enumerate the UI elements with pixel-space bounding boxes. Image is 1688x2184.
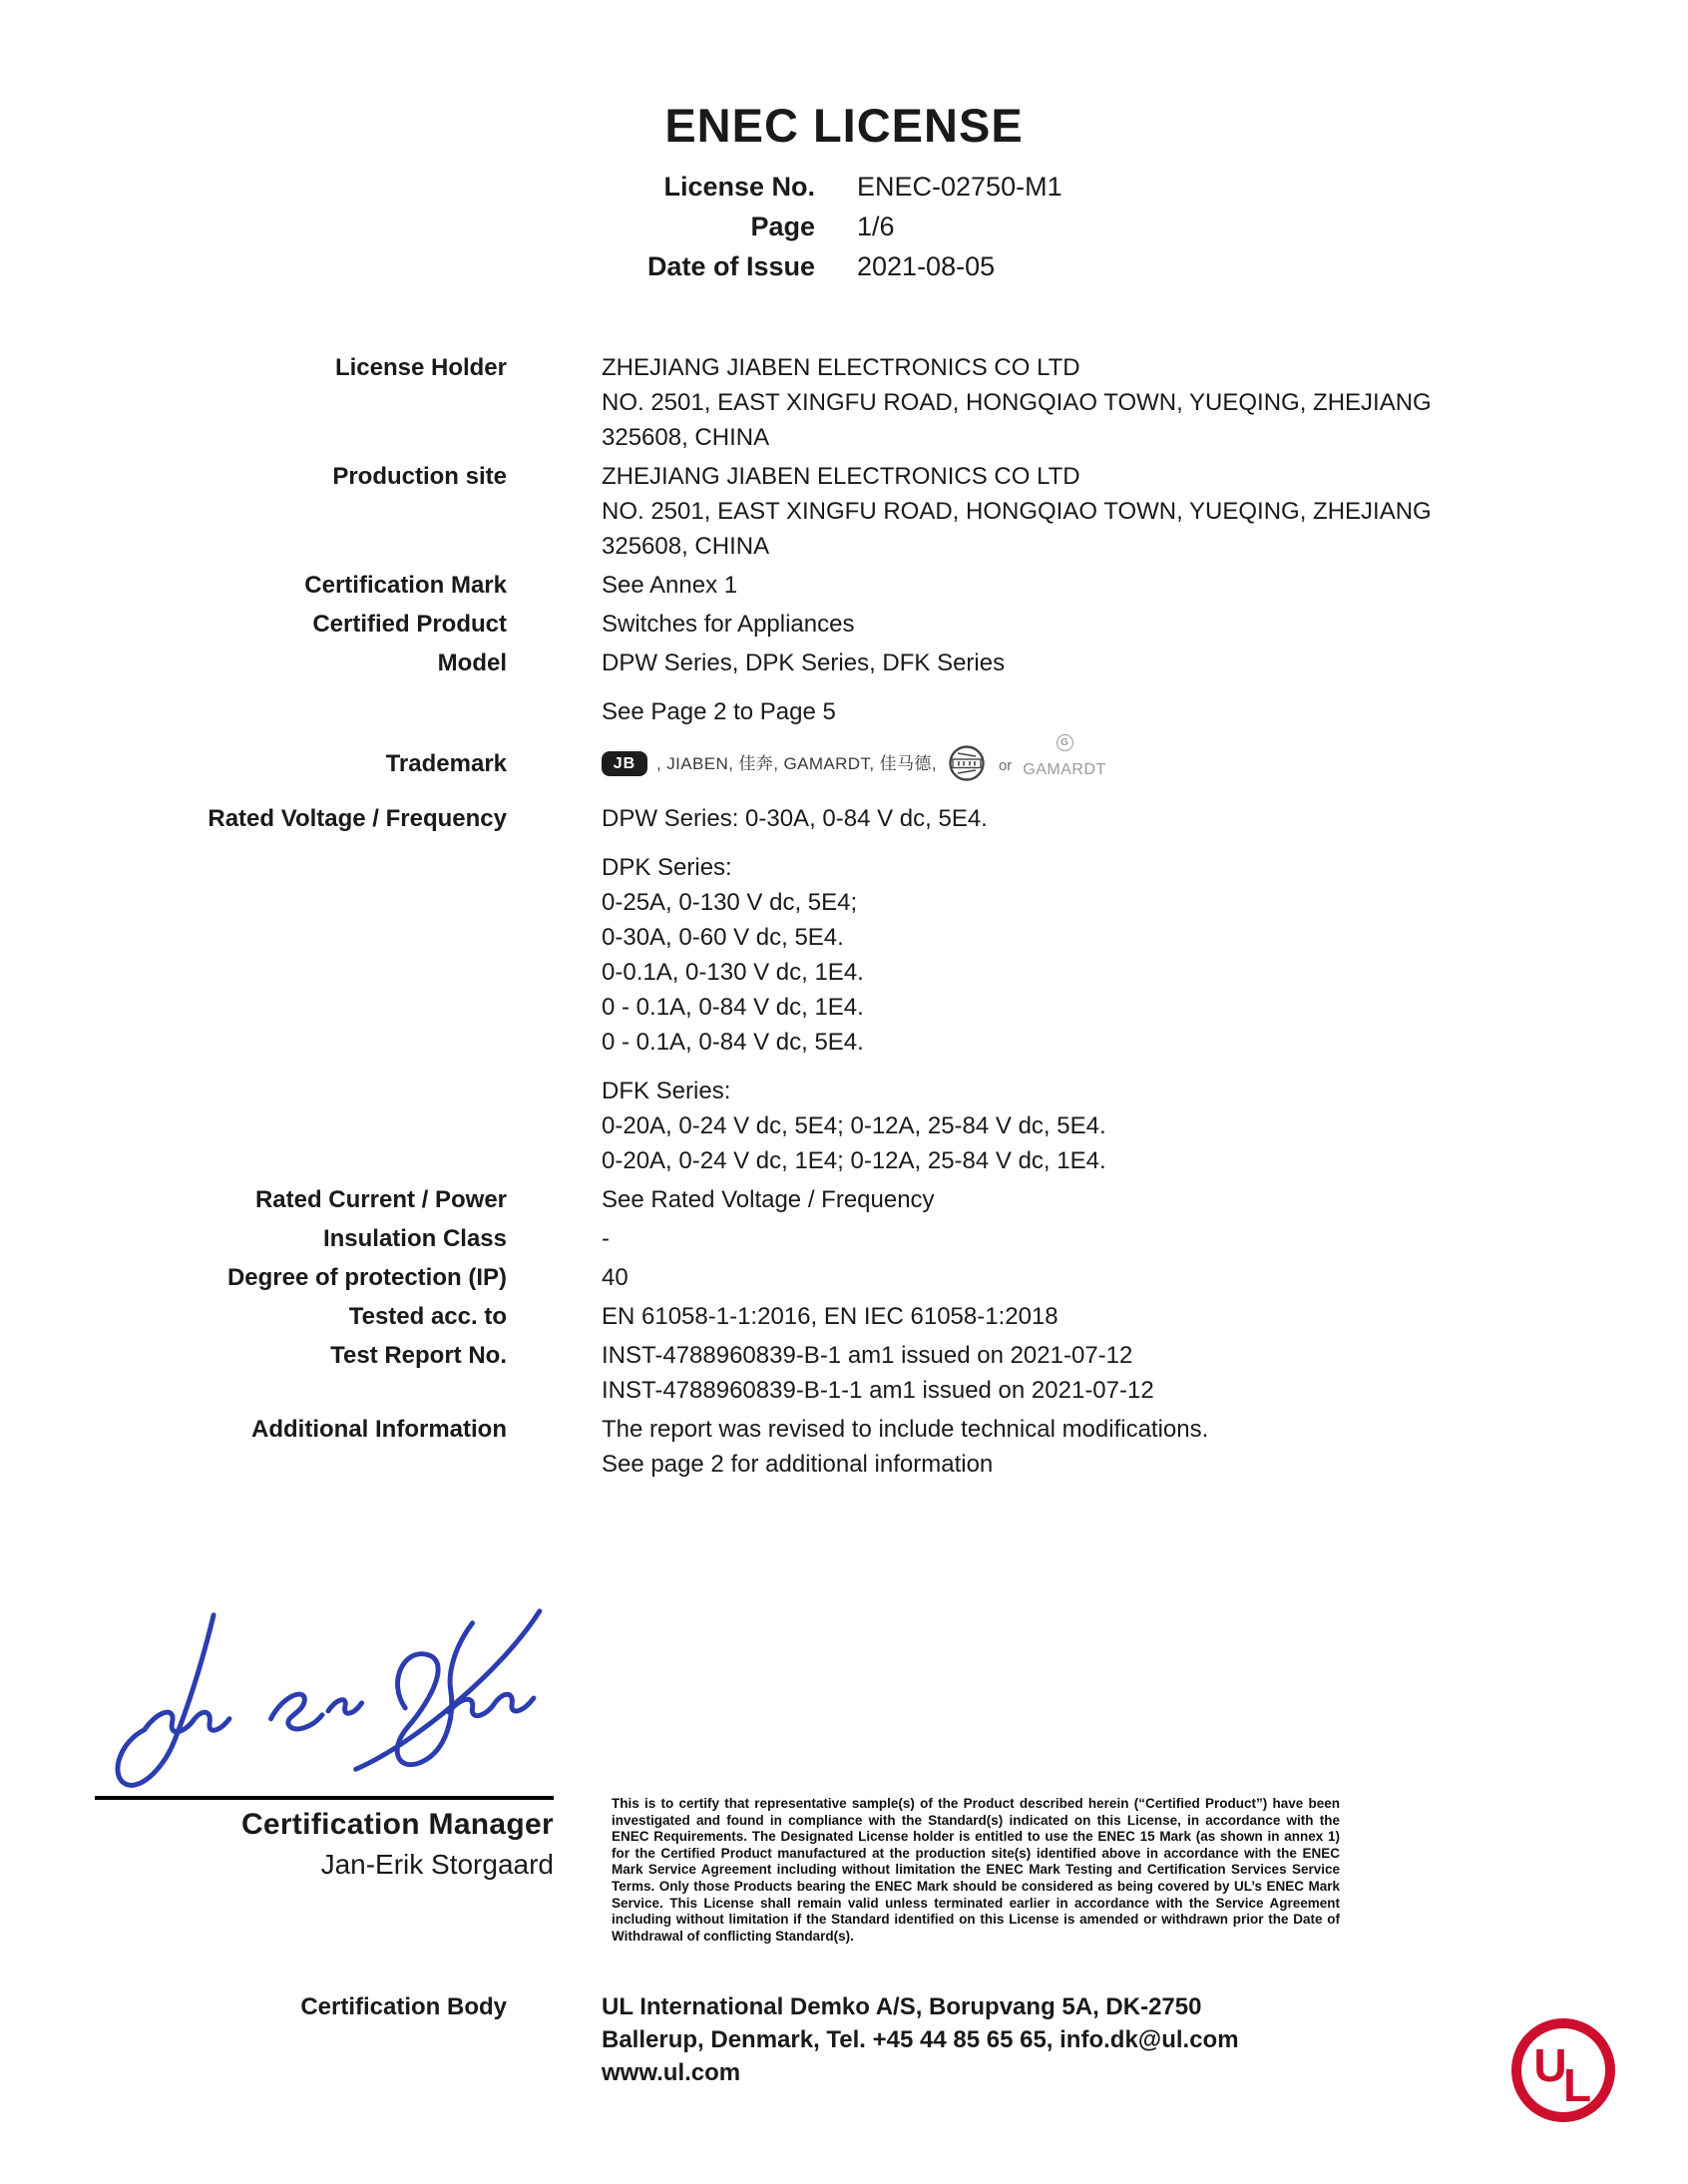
- field-value: [602, 1412, 1208, 1482]
- field-row: [0, 459, 1688, 564]
- header-row-date-of-issue: [0, 246, 1688, 286]
- certification-body-row: [0, 1990, 1688, 2089]
- value-line: 0 - 0.1A, 0-84 V dc, 1E4.: [602, 994, 864, 1021]
- field-label: Rated Voltage / Frequency: [208, 805, 507, 832]
- value-line: 0-20A, 0-24 V dc, 1E4; 0-12A, 25-84 V dc, 1E4.: [602, 1147, 1106, 1174]
- field-label: Rated Current / Power: [254, 1186, 507, 1213]
- field-row: [0, 568, 1688, 603]
- signature-line: [95, 1796, 554, 1800]
- certification-body-line: Ballerup, Denmark, Tel. +45 44 85 65 65, info.dk@ul.com: [602, 2026, 1239, 2054]
- value-paragraph: [602, 801, 1106, 836]
- value-line: NO. 2501, EAST XINGFU ROAD, HONGQIAO TOWN, YUEQING, ZHEJIANG: [602, 389, 1432, 416]
- value-line: 0 - 0.1A, 0-84 V dc, 5E4.: [602, 1029, 864, 1056]
- value-paragraph: [602, 1299, 1058, 1334]
- value-line: INST-4788960839-B-1-1 am1 issued on 2021-07-12: [602, 1377, 1154, 1404]
- value-paragraph: [602, 1412, 1208, 1482]
- value-line: NO. 2501, EAST XINGFU ROAD, HONGQIAO TOWN, YUEQING, ZHEJIANG: [602, 498, 1432, 525]
- signature-block: [95, 1593, 554, 1881]
- value-line: 325608, CHINA: [602, 424, 770, 451]
- jb-badge-logo: JB: [602, 751, 647, 776]
- certification-body-value: [602, 1990, 1239, 2089]
- value-line: 0-20A, 0-24 V dc, 5E4; 0-12A, 25-84 V dc, 5E4.: [602, 1112, 1106, 1139]
- value-line: EN 61058-1-1:2016, EN IEC 61058-1:2018: [602, 1303, 1058, 1330]
- value-paragraph: [602, 607, 854, 642]
- value-paragraph: [602, 1338, 1154, 1408]
- field-row: [0, 607, 1688, 642]
- value-line: 325608, CHINA: [602, 533, 770, 560]
- value-line: ZHEJIANG JIABEN ELECTRONICS CO LTD: [602, 354, 1080, 381]
- field-row: [0, 1338, 1688, 1408]
- round-emblem-logo: [946, 742, 988, 784]
- value-paragraph: [602, 850, 1106, 1060]
- value-paragraph: [602, 350, 1432, 455]
- value-line: DPW Series: 0-30A, 0-84 V dc, 5E4.: [602, 805, 988, 832]
- field-label: Certified Product: [312, 611, 507, 638]
- field-value: [602, 1182, 935, 1217]
- value-line: See Annex 1: [602, 572, 738, 599]
- value-line: 0-30A, 0-60 V dc, 5E4.: [602, 924, 844, 951]
- field-row: [0, 350, 1688, 455]
- gamardt-wordmark: GAMARDT: [1023, 760, 1106, 778]
- license-no-label: License No.: [663, 172, 815, 202]
- field-label: Tested acc. to: [348, 1303, 507, 1330]
- field-value: [602, 459, 1432, 564]
- field-row: [0, 1221, 1688, 1256]
- value-paragraph: [602, 1182, 935, 1217]
- value-line: -: [602, 1225, 610, 1252]
- value-line: INST-4788960839-B-1 am1 issued on 2021-07-12: [602, 1342, 1133, 1369]
- value-paragraph: [602, 694, 1005, 729]
- field-value: [602, 350, 1432, 455]
- value-line: DPK Series:: [602, 854, 732, 881]
- value-line: 0-0.1A, 0-130 V dc, 1E4.: [602, 959, 864, 986]
- value-line: The report was revised to include technical modifications.: [602, 1416, 1209, 1443]
- value-line: DFK Series:: [602, 1078, 731, 1104]
- page-label: Page: [750, 212, 815, 241]
- fields-upper: [0, 350, 1688, 729]
- field-label: License Holder: [334, 354, 507, 381]
- field-label: Production site: [332, 463, 507, 490]
- license-no-value: ENEC-02750-M1: [857, 172, 1062, 202]
- certification-manager-title: Certification Manager: [240, 1808, 554, 1841]
- value-line: See Page 2 to Page 5: [602, 698, 836, 725]
- value-paragraph: [602, 646, 1005, 680]
- field-label: Additional Information: [251, 1416, 507, 1443]
- field-row: [0, 646, 1688, 729]
- field-row: [0, 1299, 1688, 1334]
- certification-body-line: www.ul.com: [602, 2059, 741, 2087]
- svg-text:L: L: [1562, 2059, 1592, 2111]
- value-paragraph: [602, 1260, 629, 1295]
- trademark-row: [0, 737, 1688, 789]
- value-paragraph: [602, 568, 737, 603]
- field-row: [0, 1182, 1688, 1217]
- page-title: ENEC LICENSE: [664, 99, 1024, 152]
- field-value: [602, 607, 854, 642]
- trademark-label: Trademark: [385, 749, 507, 777]
- value-paragraph: [602, 1074, 1106, 1178]
- signature: [95, 1593, 554, 1796]
- svg-text:U: U: [1533, 2039, 1567, 2091]
- value-line: 40: [602, 1264, 629, 1291]
- certification-body-label: Certification Body: [300, 1993, 507, 2021]
- field-label: Certification Mark: [304, 572, 507, 599]
- value-line: See page 2 for additional information: [602, 1451, 994, 1478]
- field-value: [602, 801, 1106, 1178]
- field-label: Insulation Class: [322, 1225, 507, 1252]
- signature-section: [0, 1593, 1688, 1945]
- header-row-license-no: [0, 167, 1688, 207]
- field-value: [602, 1338, 1154, 1408]
- field-label: Degree of protection (IP): [226, 1264, 507, 1291]
- gamardt-mark: [1023, 734, 1106, 787]
- value-line: ZHEJIANG JIABEN ELECTRONICS CO LTD: [602, 463, 1080, 490]
- registered-g-icon: G: [1056, 734, 1073, 751]
- date-of-issue-value: 2021-08-05: [857, 251, 996, 281]
- value-paragraph: [602, 1221, 610, 1256]
- trademark-names: , JIABEN, 佳奔, GAMARDT, 佳马德,: [656, 753, 937, 773]
- certification-body-line: UL International Demko A/S, Borupvang 5A, DK-2750: [602, 1993, 1202, 2021]
- legal-statement: This is to certify that representative sample(s) of the Product described herein (“Certified Product”) have been investigated and found in compliance with the Standard(s) indicated on this License, in accordance with the ENEC Requirements. The Designated License holder is entitled to use the ENEC 15 Mark (as shown in annex 1) for the Certified Product manufactured at the production site(s) identified above in accordance with the ENEC Mark Service Agreement including without limitation the ENEC Mark Testing and Certification Services Service Terms. Only those Products bearing the ENEC Mark should be considered as being covered by UL’s ENEC Mark Service. This License shall remain valid unless terminated earlier in accordance with the Service Agreement including without limitation if the Standard identified on this License is amended or withdrawn prior the Date of Withdrawal of conflicting Standard(s).: [612, 1796, 1340, 1944]
- certification-manager-name: Jan-Erik Storgaard: [320, 1849, 554, 1880]
- value-line: Switches for Appliances: [602, 611, 855, 638]
- ul-logo-icon: [1510, 2017, 1616, 2123]
- field-value: [602, 646, 1005, 729]
- field-row: [0, 801, 1688, 1178]
- field-value: [602, 1221, 610, 1256]
- field-value: [602, 568, 737, 603]
- value-line: See Rated Voltage / Frequency: [602, 1186, 935, 1213]
- trademark-or-text: or: [998, 757, 1013, 774]
- header-block: [0, 167, 1688, 286]
- value-line: DPW Series, DPK Series, DFK Series: [602, 650, 1006, 676]
- field-label: Model: [437, 650, 507, 676]
- header-row-page: [0, 207, 1688, 246]
- trademark-logos-line: [602, 737, 1106, 789]
- page-value: 1/6: [857, 212, 895, 241]
- value-paragraph: [602, 459, 1432, 564]
- date-of-issue-label: Date of Issue: [646, 251, 815, 281]
- field-row: [0, 1260, 1688, 1295]
- field-value: [602, 1299, 1058, 1334]
- field-value: [602, 1260, 629, 1295]
- field-label: Test Report No.: [330, 1342, 507, 1369]
- value-line: 0-25A, 0-130 V dc, 5E4;: [602, 889, 858, 916]
- field-row: [0, 1412, 1688, 1482]
- fields-lower: [0, 801, 1688, 1482]
